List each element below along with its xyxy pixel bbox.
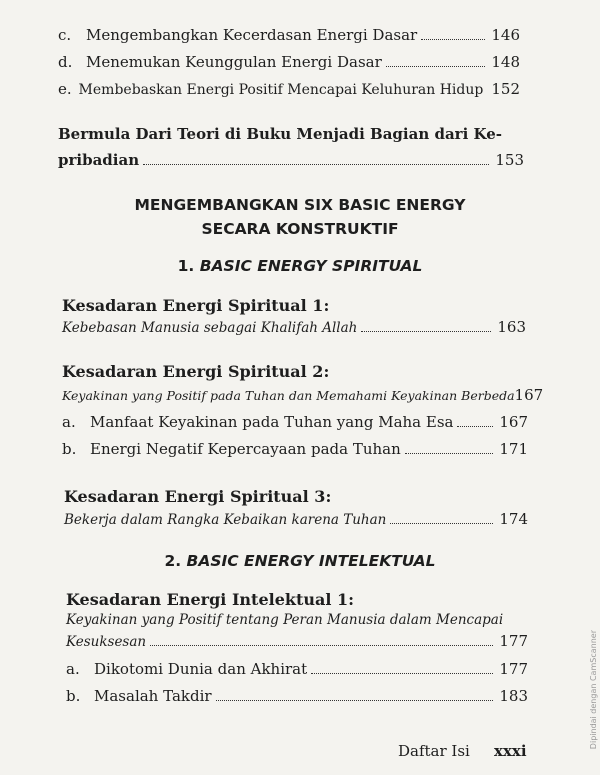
entry-page: 177	[499, 660, 528, 678]
dot-leader	[421, 39, 485, 40]
entry-label: Manfaat Keyakinan pada Tuhan yang Maha Esa	[90, 413, 454, 431]
entry-page: 177	[499, 632, 528, 650]
dot-leader	[457, 426, 493, 427]
entry-label: Masalah Takdir	[94, 687, 212, 705]
entry-page: 153	[495, 151, 524, 169]
dot-leader	[150, 645, 493, 646]
dot-leader	[216, 700, 494, 701]
entry-label: Dikotomi Dunia dan Akhirat	[94, 660, 308, 678]
entry-page: 146	[491, 26, 520, 44]
chapter-number: 2.	[164, 552, 182, 570]
heading-spiritual-1: Kesadaran Energi Spiritual 1:	[62, 296, 330, 315]
chapter-name: BASIC ENERGY SPIRITUAL	[199, 257, 423, 275]
toc-entry-intelektual-1-line2	[66, 632, 528, 650]
dot-leader	[311, 673, 493, 674]
entry-letter: d.	[58, 53, 73, 71]
dot-leader	[143, 164, 489, 165]
dot-leader	[361, 331, 491, 332]
dot-leader	[405, 453, 494, 454]
entry-page: 174	[499, 510, 528, 528]
entry-label: Membebaskan Energi Positif Mencapai Keluhuran Hidup	[78, 82, 484, 98]
toc-entry-spiritual-3	[64, 510, 528, 528]
toc-entry-spiritual-2	[62, 386, 544, 404]
footer-label: Daftar Isi	[398, 742, 470, 760]
toc-entry-spiritual-1	[62, 318, 526, 336]
entry-letter: b.	[66, 687, 81, 705]
entry-page: 167	[514, 386, 544, 404]
entry-label: Bermula Dari Teori di Buku Menjadi Bagian dari Ke-	[58, 125, 502, 143]
heading-spiritual-2: Kesadaran Energi Spiritual 2:	[62, 362, 330, 381]
entry-letter: e.	[58, 80, 72, 98]
chapter-title-intelektual	[0, 552, 600, 570]
toc-entry-c	[58, 26, 520, 44]
entry-letter: b.	[62, 440, 77, 458]
section-title-line2: SECARA KONSTRUKTIF	[201, 220, 399, 238]
dot-leader	[386, 66, 486, 67]
chapter-number: 1.	[177, 257, 195, 275]
entry-label: Kebebasan Manusia sebagai Khalifah Allah	[62, 320, 358, 336]
entry-page: 163	[497, 318, 526, 336]
toc-entry-bermula-line1	[58, 125, 502, 143]
entry-letter: a.	[62, 413, 76, 431]
toc-entry-intelektual-1-line1	[66, 612, 503, 628]
entry-label: Keyakinan yang Positif pada Tuhan dan Memahami Keyakinan Berbeda	[62, 388, 515, 403]
toc-entry-intelektual-1b	[66, 687, 528, 705]
chapter-title-spiritual	[0, 257, 600, 275]
entry-letter: c.	[58, 26, 72, 44]
toc-entry-d	[58, 53, 520, 71]
section-title-line1: MENGEMBANGKAN SIX BASIC ENERGY	[134, 196, 466, 214]
entry-label: Energi Negatif Kepercayaan pada Tuhan	[90, 440, 401, 458]
entry-page: 152	[491, 80, 520, 98]
toc-entry-bermula-line2	[58, 151, 524, 169]
entry-letter: a.	[66, 660, 80, 678]
scanner-watermark: Dipindai dengan CamScanner	[589, 630, 598, 750]
entry-label: Kesuksesan	[66, 634, 147, 650]
entry-label: Keyakinan yang Positif tentang Peran Manusia dalam Mencapai	[66, 612, 504, 628]
toc-entry-intelektual-1a	[66, 660, 528, 678]
chapter-name: BASIC ENERGY INTELEKTUAL	[186, 552, 436, 570]
entry-page: 167	[499, 413, 528, 431]
footer-page-number: xxxi	[494, 742, 527, 760]
heading-intelektual-1: Kesadaran Energi Intelektual 1:	[66, 590, 355, 609]
entry-label: Menemukan Keunggulan Energi Dasar	[86, 53, 382, 71]
heading-spiritual-3: Kesadaran Energi Spiritual 3:	[64, 487, 332, 506]
entry-page: 171	[499, 440, 528, 458]
entry-page: 183	[499, 687, 528, 705]
entry-page: 148	[491, 53, 520, 71]
entry-label: Mengembangkan Kecerdasan Energi Dasar	[86, 26, 418, 44]
toc-entry-spiritual-2a	[62, 413, 528, 431]
dot-leader	[390, 523, 493, 524]
entry-label: pribadian	[58, 151, 140, 169]
toc-entry-spiritual-2b	[62, 440, 528, 458]
entry-label: Bekerja dalam Rangka Kebaikan karena Tuhan	[64, 512, 387, 528]
toc-entry-e	[58, 80, 520, 98]
